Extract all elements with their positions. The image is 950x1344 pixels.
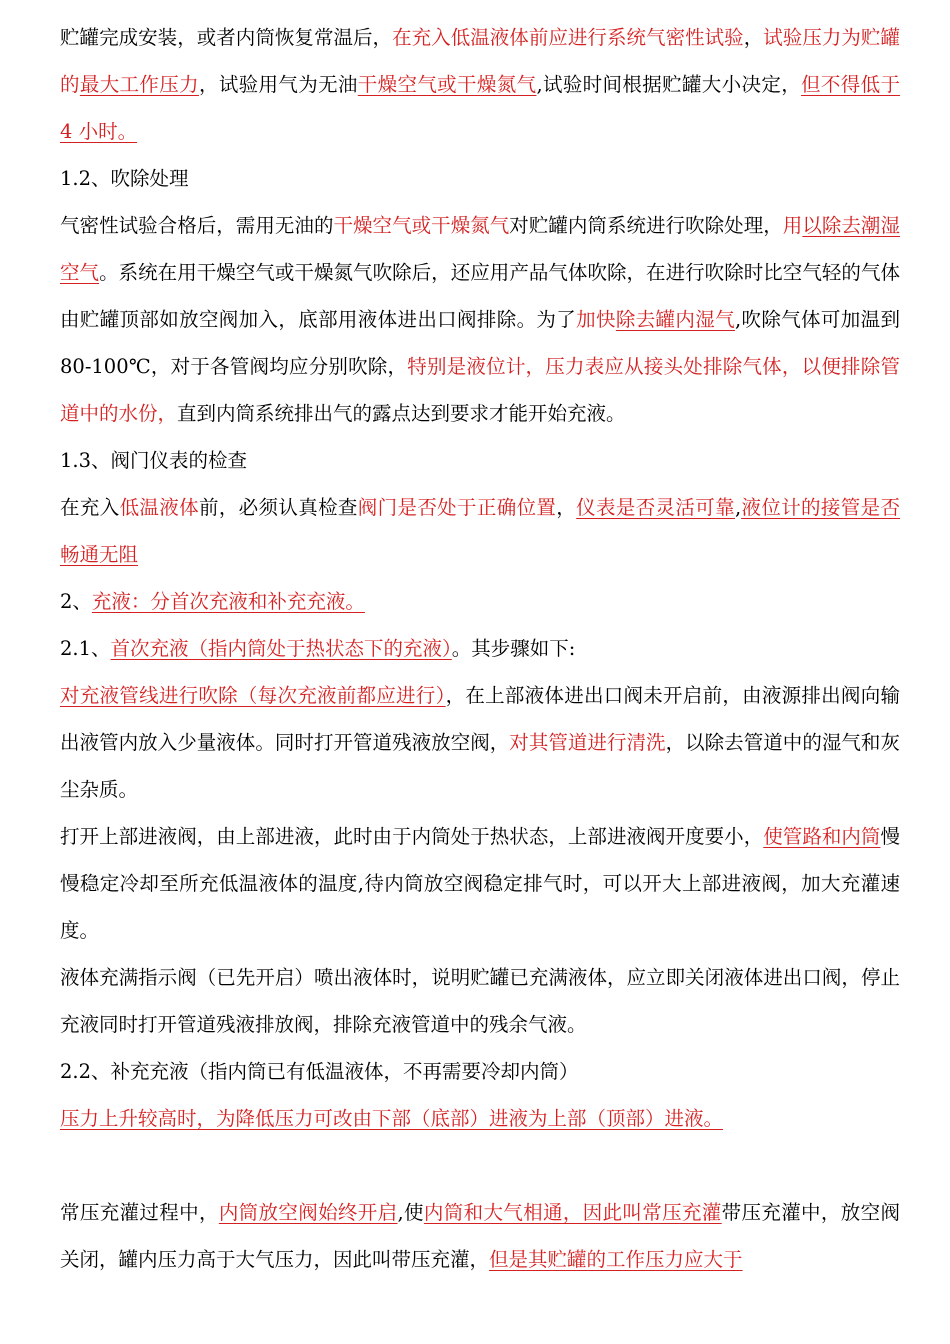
text-run: ，: [743, 26, 764, 49]
highlighted-text: 首次充液（指内筒处于热状态下的充液）: [110, 637, 452, 660]
blank-line: [60, 1142, 900, 1189]
text-run: 。其步骤如下:: [451, 637, 576, 660]
text-run: ，: [556, 496, 577, 519]
highlighted-text: 除去罐内湿气: [615, 308, 735, 331]
text-run: 对贮罐内筒系统进行吹除处理，: [509, 214, 783, 237]
paragraph: [60, 484, 900, 578]
highlighted-text: 但不得低于 4 小时。: [60, 73, 900, 143]
highlighted-text: 干燥空气或干燥氮气: [357, 73, 537, 96]
paragraph: [60, 437, 900, 484]
text-run: ,吹除气体可加温到 80-100℃，对于各管阀均应分别吹除，: [60, 308, 900, 378]
paragraph: [60, 672, 900, 813]
paragraph: [60, 1095, 900, 1142]
highlighted-text: 用: [782, 214, 803, 237]
text-run: 慢慢稳定冷却至所充低温液体的温度,待内筒放空阀稳定排气时，可以开大上部进液阀，加大充灌速度。: [60, 825, 900, 942]
highlighted-text: 内筒放空阀始终开启: [218, 1201, 398, 1224]
text-run: 液体充满指示阀（已先开启）喷出液体时，说明贮罐已充满液体，应立即关闭液体进出口阀，停止充液同时打开管道残液排放阀，排除充液管道中的残余气液。: [60, 966, 900, 1036]
highlighted-text: 干燥空气或干燥氮气: [333, 214, 510, 237]
paragraph: [60, 1189, 900, 1283]
highlighted-text: 液位计的接管是否畅通无阻: [60, 496, 900, 566]
paragraph: [60, 954, 900, 1048]
highlighted-text: 加快: [576, 308, 616, 331]
highlighted-text: 仪表是否灵活可靠: [576, 496, 735, 519]
highlighted-text: 对其管道进行清洗: [509, 731, 666, 754]
highlighted-text: 充液：分首次充液和补充充液。: [91, 590, 365, 613]
paragraph: [60, 625, 900, 672]
text-run: 2、: [60, 590, 92, 613]
text-run: 带压充灌中，放空阀关闭，罐内压力高于大气压力，因此叫带压充灌，: [60, 1201, 900, 1271]
highlighted-text: 阀门是否处于正确位置: [357, 496, 557, 519]
text-run: 贮罐完成安装，或者内筒恢复常温后，: [60, 26, 393, 49]
text-run: 常压充灌过程中，: [60, 1201, 219, 1224]
highlighted-text: 内筒和大气相通，因此叫常压充灌: [423, 1201, 722, 1224]
paragraph: [60, 1048, 900, 1095]
paragraph: [60, 578, 900, 625]
highlighted-text: 但是其贮罐的工作压力应大于: [489, 1248, 743, 1271]
text-run: ，以除去管道中的湿气和灰尘杂质。: [60, 731, 900, 801]
paragraph: [60, 202, 900, 437]
text-run: 1.2、吹除处理: [60, 167, 189, 190]
text-run: 在充入: [60, 496, 120, 519]
text-run: 。系统在用干燥空气或干燥氮气吹除后，还应用产品气体吹除，在进行吹除时比空气轻的气体由贮罐顶部如放空阀加入，底部用液体进出口阀排除。为了: [60, 261, 900, 331]
text-run: 前，必须认真检查: [198, 496, 358, 519]
highlighted-text: 对充液管线进行吹除（每次充液前都应进行）: [60, 684, 446, 707]
highlighted-text: 试验压力为贮罐的: [60, 26, 900, 96]
paragraph: [60, 813, 900, 954]
text-run: ,使: [397, 1201, 424, 1224]
text-run: ，在上部液体进出口阀未开启前，由液源排出阀向输出液管内放入少量液体。同时打开管道残液放空阀，: [60, 684, 900, 754]
text-run: 气密性试验合格后，需用无油的: [60, 214, 334, 237]
highlighted-text: 低温液体: [119, 496, 199, 519]
highlighted-text: 在充入低温液体前应进行系统气密性试验: [392, 26, 744, 49]
text-run: 打开上部进液阀，由上部进液，此时由于内筒处于热状态，上部进液阀开度要小，: [60, 825, 764, 848]
text-run: ,试验时间根据贮罐大小决定，: [536, 73, 802, 96]
text-run: ，试验用气为无油: [198, 73, 358, 96]
text-run: 2.1、: [60, 637, 111, 660]
text-run: 1.3、阀门仪表的检查: [60, 449, 248, 472]
text-run: 直到内筒系统排出气的露点达到要求才能开始充液。: [177, 402, 626, 425]
highlighted-text: 压力上升较高时，为降低压力可改由下部（底部）进液为上部（顶部）进液。: [60, 1107, 724, 1130]
document-body: [60, 14, 900, 1283]
text-run: ,: [734, 496, 742, 519]
paragraph: [60, 155, 900, 202]
highlighted-text: 以除去潮湿空气: [60, 214, 900, 284]
highlighted-text: 特别是液位计，压力表应从接头处排除气体，以便排除管道中的水份，: [60, 355, 900, 425]
text-run: 2.2、补充充液（指内筒已有低温液体，不再需要冷却内筒）: [60, 1060, 579, 1083]
highlighted-text: 使管路和内筒: [763, 825, 881, 848]
paragraph: [60, 14, 900, 155]
highlighted-text: 最大工作压力: [79, 73, 199, 96]
